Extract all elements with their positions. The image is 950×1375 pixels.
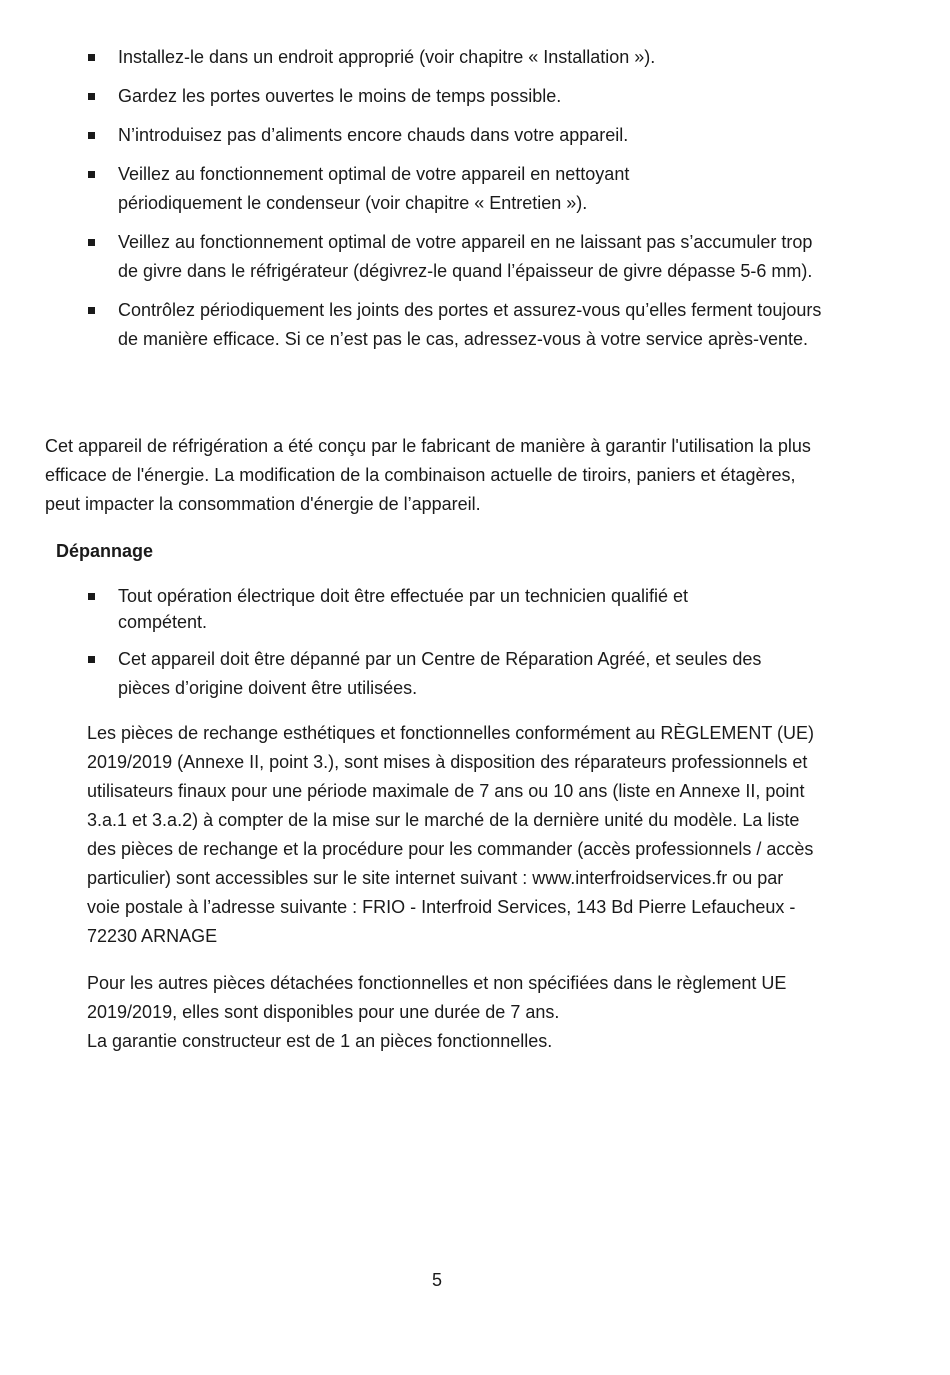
square-bullet-icon <box>88 93 95 100</box>
square-bullet-icon <box>88 54 95 61</box>
list-item-text: Installez-le dans un endroit approprié (voir chapitre « Installation »). <box>118 47 656 67</box>
list-item <box>86 228 828 286</box>
square-bullet-icon <box>88 239 95 246</box>
list-item-text: Veillez au fonctionnement optimal de votre appareil en ne laissant pas s’accumuler trop de givre dans le réfrigérateur (dégivrez-le quand l’épaisseur de givre dépasse 5-6 mm). <box>118 232 813 281</box>
list-item-text: Veillez au fonctionnement optimal de votre appareil en nettoyant périodiquement le condenseur (voir chapitre « Entretien »). <box>118 164 630 213</box>
troubleshooting-list <box>86 583 766 703</box>
square-bullet-icon <box>88 656 95 663</box>
page-number: 5 <box>431 1270 442 1290</box>
energy-paragraph: Cet appareil de réfrigération a été conçu par le fabricant de manière à garantir l'utilisation la plus efficace de l'énergie. La modification de la combinaison actuelle de tiroirs, paniers et étagères, peut impacter la consommation d'énergie de l’appareil. <box>45 436 811 514</box>
list-item <box>86 296 828 354</box>
list-item <box>86 121 826 150</box>
warranty-line: La garantie constructeur est de 1 an pièces fonctionnelles. <box>87 1031 553 1051</box>
list-item-text: Gardez les portes ouvertes le moins de temps possible. <box>118 86 562 106</box>
square-bullet-icon <box>88 593 95 600</box>
square-bullet-icon <box>88 132 95 139</box>
list-item <box>86 583 766 635</box>
list-item <box>86 82 826 111</box>
list-item <box>86 43 826 72</box>
list-item-text: Cet appareil doit être dépanné par un Centre de Réparation Agréé, et seules des pièces d’origine doivent être utilisées. <box>118 649 762 698</box>
list-item <box>86 645 766 703</box>
list-item-text: Contrôlez périodiquement les joints des portes et assurez-vous qu’elles ferment toujours de manière efficace. Si ce n’est pas le cas, adressez-vous à votre service après-vente. <box>118 300 822 349</box>
square-bullet-icon <box>88 307 95 314</box>
square-bullet-icon <box>88 171 95 178</box>
spare-parts-paragraph: Les pièces de rechange esthétiques et fonctionnelles conformément au RÈGLEMENT (UE) 2019/2019 (Annexe II, point 3.), sont mises à disposition des réparateurs professionnels et utilisateurs finaux pour une période maximale de 7 ans ou 10 ans (liste en Annexe II, point 3.a.1 et 3.a.2) à compter de la mise sur le marché de la dernière unité du modèle. La liste des pièces de rechange et la procédure pour les commander (accès professionnels / accès particulier) sont accessibles sur le site internet suivant : www.interfroidservices.fr ou par voie postale à l’adresse suivante : FRIO - Interfroid Services, 143 Bd Pierre Lefaucheux - 72230 ARNAGE <box>87 723 815 946</box>
list-item <box>86 160 678 218</box>
energy-tips-list <box>86 43 826 354</box>
list-item-text: Tout opération électrique doit être effectuée par un technicien qualifié et compétent. <box>118 586 689 632</box>
other-parts-paragraph: Pour les autres pièces détachées fonctionnelles et non spécifiées dans le règlement UE 2019/2019, elles sont disponibles pour une durée de 7 ans. <box>87 973 787 1022</box>
section-heading-depannage: Dépannage <box>56 541 154 561</box>
list-item-text: N’introduisez pas d’aliments encore chauds dans votre appareil. <box>118 125 629 145</box>
